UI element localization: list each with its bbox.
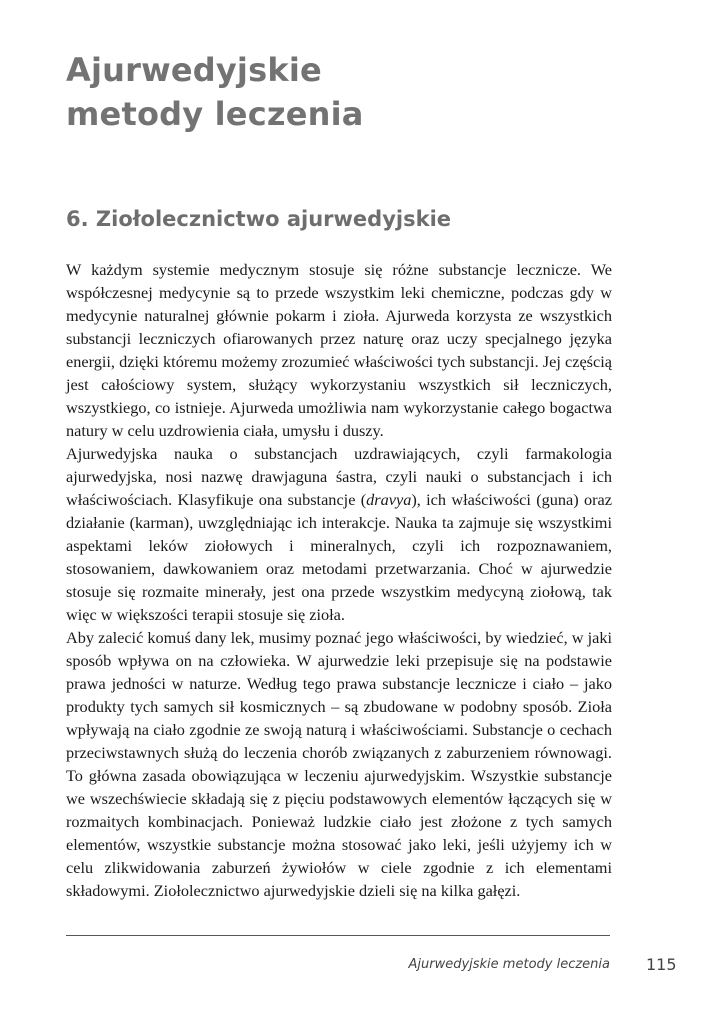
paragraph-3: Aby zalecić komuś dany lek, musimy poznać jego właściwości, by wiedzieć, w jaki sposób wpływa on na człowieka. W ajurwedzie leki przepisuje się na podstawie prawa jedności w naturze. Według tego prawa substancje lecznicze i ciało – jako produkty tych samych sił kosmicznych – są zbudowane w podobny sposób. Zioła wpływają na ciało zgodnie ze swoją naturą i właściwościami. Substancje o cechach przeciwstawnych służą do leczenia chorób związanych z zaburzeniem równowagi. To główna zasada obowiązująca w leczeniu ajurwedyjskim. Wszystkie substancje we wszechświecie składają się z pięciu podstawowych elementów łączących się w rozmaitych kombinacjach. Ponieważ ludzkie ciało jest złożone z tych samych elementów, wszystkie substancje można stosować jako leki, jeśli użyjemy ich w celu zlikwidowania zaburzeń żywiołów w ciele zgodnie z ich elementami składowymi. Ziołolecznictwo ajurwedyjskie dzieli się na kilka gałęzi. — [66, 628, 612, 900]
running-footer-title: Ajurwedyjskie metody leczenia — [408, 957, 610, 972]
book-title-line-1: Ajurwedyjskie — [66, 51, 322, 89]
footer-divider — [66, 935, 610, 936]
page-number: 115 — [646, 955, 677, 974]
book-title-line-2: metody leczenia — [66, 95, 364, 133]
book-title — [66, 48, 626, 136]
paragraph-1: W każdym systemie medycznym stosuje się różne substancje lecznicze. We współczesnej medycynie są to przede wszystkim leki chemiczne, podczas gdy w medycynie naturalnej głównie pokarm i zioła. Ajurweda korzysta ze wszystkich substancji leczniczych ofiarowanych przez naturę oraz uczy specjalnego języka energii, dzięki któremu możemy zrozumieć właściwości tych substancji. Jej częścią jest całościowy system, służący wykorzystaniu wszystkich sił leczniczych, wszystkiego, co istnieje. Ajurweda umożliwia nam wykorzystanie całego bogactwa natury w celu uzdrowienia ciała, umysłu i duszy. — [66, 260, 612, 440]
paragraph-2: Ajurwedyjska nauka o substancjach uzdrawiających, czyli farmakologia ajurwedyjska, nosi nazwę drawjaguna śastra, czyli nauki o substancjach i ich właściwościach. Klasyfikuje ona substancje (dravya), ich właściwości (guna) oraz działanie (karman), uwzględniając ich interakcje. Nauka ta zajmuje się wszystkimi aspektami leków ziołowych i mineralnych, czyli ich rozpoznawaniem, stosowaniem, dawkowaniem oraz metodami przetwarzania. Choć w ajurwedzie stosuje się rozmaite minerały, jest ona przede wszystkim medycyną ziołową, tak więc w większości terapii stosuje się zioła. — [66, 444, 613, 624]
italic-term: dravya — [366, 490, 412, 509]
chapter-title: 6. Ziołolecznictwo ajurwedyjskie — [66, 207, 452, 231]
body-text — [66, 258, 612, 902]
